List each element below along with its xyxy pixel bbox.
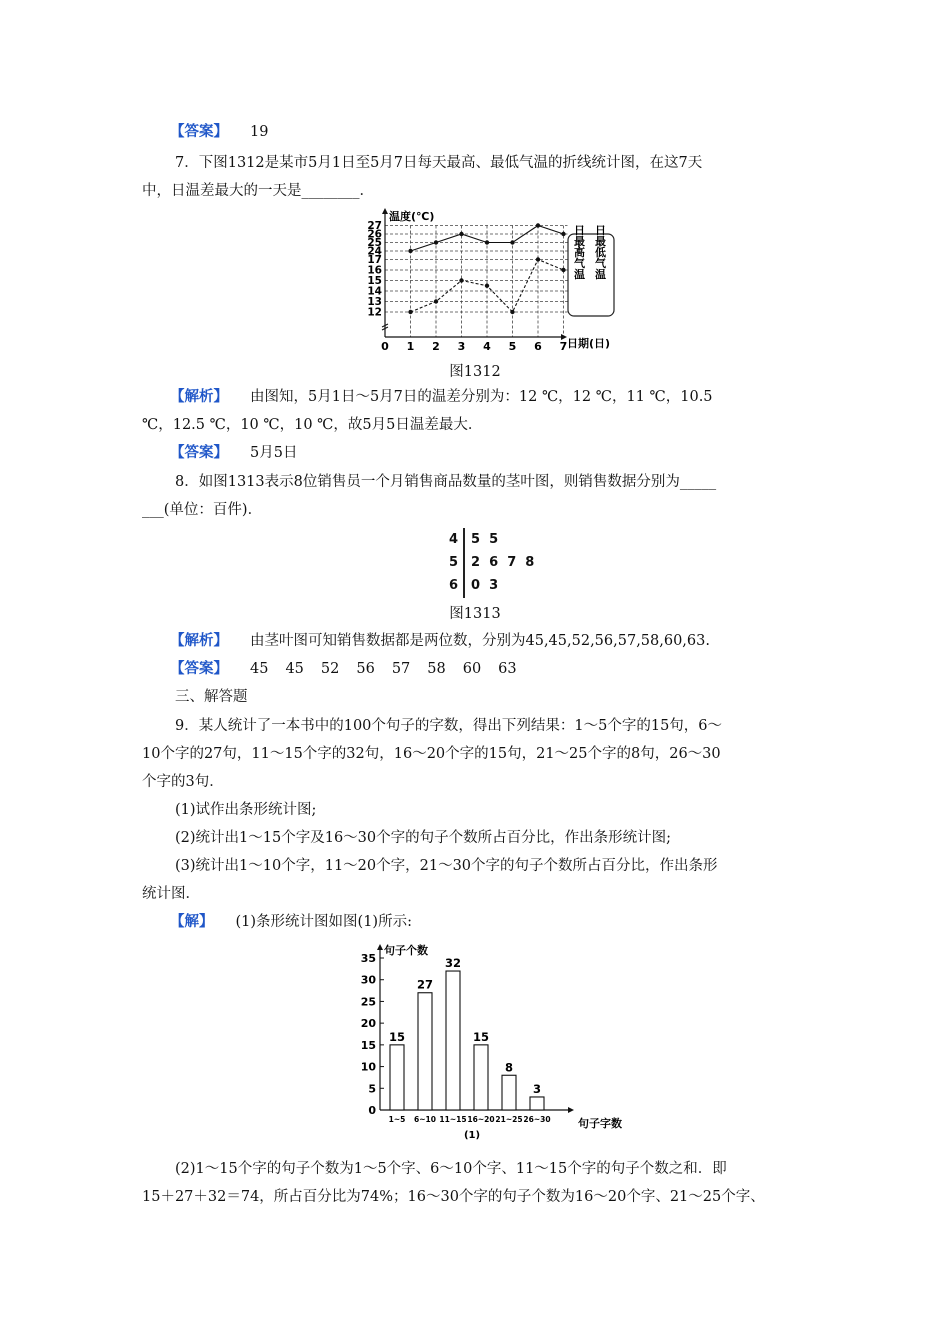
x-tick-label: 6	[534, 340, 542, 353]
q6-answer: 19	[250, 124, 269, 140]
bar-value-label: 8	[504, 1060, 514, 1075]
bar	[530, 1097, 544, 1110]
y-tick-label: 24	[367, 245, 382, 258]
section-title: 三、解答题	[175, 689, 248, 705]
x-axis-arrow	[568, 1107, 574, 1113]
stem-row-2	[449, 555, 535, 570]
x-tick-label: 3	[457, 340, 466, 353]
q9-para2-line1: (2)1～15个字的句子个数为1～5个字、6～10个字、11～15个字的句子个数之和．即	[175, 1161, 727, 1177]
answer-value: 58	[427, 661, 446, 677]
q9-para2-line2: 15＋27＋32＝74，所占百分比为74%；16～30个字的句子个数为16～20个字、21～25个字、	[142, 1189, 765, 1205]
y-tick-label: 25	[360, 995, 376, 1009]
chart-legend	[568, 224, 614, 316]
data-point	[408, 249, 412, 253]
y-tick-label: 5	[368, 1082, 376, 1096]
y-tick-label: 15	[360, 1038, 376, 1052]
answer-value: 45	[250, 661, 269, 677]
q7-answer-line	[170, 442, 297, 464]
stem-row-3	[449, 578, 499, 593]
data-point	[510, 240, 514, 244]
data-point	[510, 310, 514, 314]
analysis-tag: 【解析】	[170, 633, 228, 649]
q8-analysis-text: 由茎叶图可知销售数据都是两位数，分别为45,45,52,56,57,58,60,63.	[250, 633, 710, 649]
q8-answer-line	[170, 658, 534, 680]
y-tick-label: 16	[367, 264, 382, 277]
legend-entry-low: 日最低气温	[593, 224, 607, 280]
bar-value-label: 15	[472, 1029, 490, 1044]
q9-part3-line1: (3)统计出1～10个字，11～20个字，21～30个字的句子个数所占百分比，作出条形	[175, 858, 718, 874]
stem-leaf-divider	[463, 528, 465, 598]
x-tick-label: 5	[508, 340, 517, 353]
x-tick-label: 26~30	[523, 1115, 551, 1124]
answer-tag: 【答案】	[170, 445, 228, 461]
x-tick-label: 6~10	[414, 1115, 436, 1124]
q9-solution-intro: (1)条形统计图如图(1)所示:	[235, 914, 412, 930]
q7-analysis-line2: ℃，12.5 ℃，10 ℃，10 ℃，故5月5日温差最大．	[142, 417, 483, 433]
stem-value: 6	[449, 578, 459, 593]
stem-row-1	[449, 532, 499, 547]
x-tick-label: 21~25	[495, 1115, 523, 1124]
bar-value-label: 27	[416, 977, 434, 992]
data-point	[536, 257, 540, 261]
x-tick-label: 1	[406, 340, 415, 353]
q9-part3-line2: 统计图．	[142, 886, 200, 902]
chart-tick-labels	[367, 220, 567, 353]
x-tick-label: 0	[381, 340, 389, 353]
data-point	[434, 240, 438, 244]
y-tick-label: 0	[368, 1104, 376, 1117]
x-tick-label: 1~5	[388, 1115, 406, 1124]
q8-analysis-line	[170, 630, 710, 652]
answer-tag: 【答案】	[170, 661, 228, 677]
answer-value: 45	[285, 661, 304, 677]
y-tick-label: 20	[360, 1017, 376, 1031]
data-point	[459, 232, 463, 236]
y-tick-label: 10	[360, 1060, 376, 1074]
y-tick-label: 17	[367, 254, 382, 266]
q8-text-line1: 8．如图1313表示8位销售员一个月销售商品数量的茎叶图，则销售数据分别为_____	[175, 474, 717, 490]
bar	[474, 1045, 488, 1110]
answer-value: 56	[356, 661, 375, 677]
sentence-length-bar-chart	[350, 938, 650, 1148]
y-axis-arrow	[382, 208, 388, 214]
y-tick-label: 15	[367, 275, 382, 287]
data-point	[561, 232, 565, 236]
answer-value: 52	[320, 661, 340, 677]
answer-tag: 【答案】	[170, 124, 228, 140]
y-tick-label: 30	[360, 973, 376, 987]
stem-leaf-plot	[445, 528, 555, 598]
chart-subcaption: (1)	[463, 1130, 481, 1141]
q9-text-line2: 10个字的27句，11～15个字的32句，16～20个字的15句，21～25个字的8句，26～30	[142, 746, 721, 762]
leaf-values: 2 6 7 8	[471, 555, 535, 570]
x-tick-label: 16~20	[467, 1115, 495, 1124]
q9-part2: (2)统计出1～15个字及16～30个字的句子个数所占百分比，作出条形统计图;	[175, 830, 671, 846]
figure-caption-1312: 图1312	[449, 364, 501, 380]
q8-text-line2: ___(单位：百件)．	[142, 502, 263, 518]
q9-text-line3: 个字的3句．	[142, 774, 224, 790]
q7-analysis-text: 由图知，5月1日～5月7日的温差分别为：12 ℃，12 ℃，11 ℃，10.5	[250, 389, 713, 405]
q7-analysis-line1	[170, 386, 713, 408]
answer-value: 63	[498, 661, 517, 677]
q7-text-line2: 中，日温差最大的一天是________．	[142, 183, 374, 199]
solution-tag: 【解】	[170, 914, 214, 930]
data-point	[408, 310, 412, 314]
chart-bars	[390, 971, 544, 1110]
bar	[502, 1075, 516, 1110]
y-tick-label: 13	[367, 296, 382, 308]
y-axis-arrow	[377, 944, 383, 950]
chart-grid	[385, 226, 568, 338]
data-point	[485, 284, 489, 288]
bar	[418, 993, 432, 1110]
legend-entry-high: 日最高气温	[572, 224, 586, 280]
data-point	[459, 278, 463, 282]
bar-value-label: 3	[532, 1081, 542, 1096]
q8-answer-values	[250, 661, 534, 677]
figure-caption-1313: 图1313	[449, 606, 501, 622]
stem-value: 4	[449, 532, 459, 547]
y-tick-label: 14	[367, 285, 382, 298]
bar-value-label: 32	[444, 956, 462, 971]
data-point	[536, 223, 540, 227]
bar-value-label: 15	[388, 1029, 406, 1044]
y-axis-label: 句子个数	[384, 944, 428, 957]
data-point	[561, 268, 565, 272]
y-tick-label: 25	[367, 237, 382, 249]
answer-value: 60	[462, 661, 482, 677]
q9-text-line1: 9．某人统计了一本书中的100个句子的字数，得出下列结果：1～5个字的15句，6～	[175, 718, 723, 734]
data-point	[434, 299, 438, 303]
x-tick-label: 11~15	[439, 1115, 467, 1124]
leaf-values: 5 5	[471, 532, 499, 547]
y-tick-label: 12	[367, 306, 382, 319]
x-tick-label: 7	[559, 340, 568, 353]
data-point	[485, 240, 489, 244]
y-tick-label: 26	[367, 228, 382, 241]
q9-solution-line	[170, 911, 412, 933]
x-axis-label: 日期(日)	[567, 337, 611, 350]
bar	[446, 971, 460, 1110]
q6-answer-line	[170, 121, 268, 143]
y-axis-label: 温度(℃)	[389, 210, 435, 223]
temperature-line-chart	[355, 204, 625, 356]
q9-part1: (1)试作出条形统计图;	[175, 802, 317, 818]
answer-value: 57	[391, 661, 411, 677]
leaf-values: 0 3	[471, 578, 499, 593]
y-tick-label: 35	[360, 952, 376, 965]
q7-answer: 5月5日	[250, 445, 298, 461]
chart-axes	[382, 208, 567, 340]
x-tick-label: 2	[432, 340, 440, 353]
analysis-tag: 【解析】	[170, 389, 228, 405]
x-axis-label: 句子字数	[578, 1117, 622, 1130]
y-tick-label: 27	[367, 220, 382, 232]
q7-text-line1: 7．下图1312是某市5月1日至5月7日每天最高、最低气温的折线统计图，在这7天	[175, 155, 703, 171]
bar	[390, 1045, 404, 1110]
x-tick-label: 4	[483, 340, 491, 353]
stem-value: 5	[449, 555, 459, 570]
